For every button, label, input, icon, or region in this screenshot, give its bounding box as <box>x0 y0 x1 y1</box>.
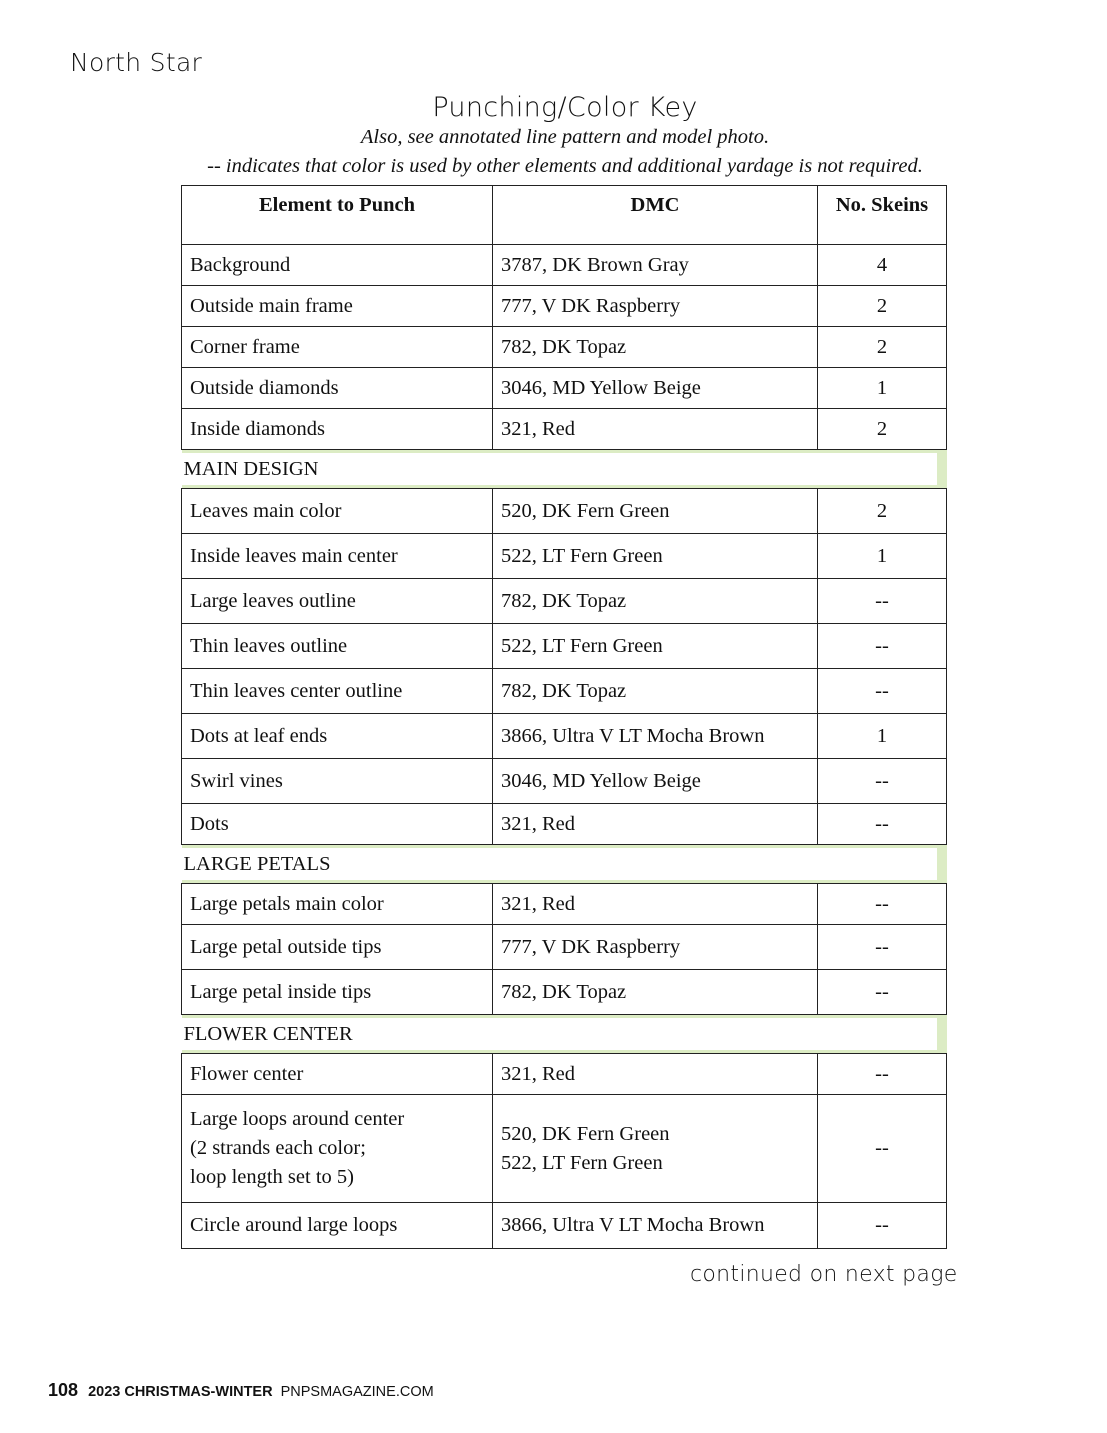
color-key-title: Punching/Color Key <box>432 92 698 123</box>
dmc-cell: 321, Red <box>493 804 818 845</box>
dmc-cell: 782, DK Topaz <box>493 970 818 1015</box>
element-cell: Thin leaves outline <box>182 624 493 669</box>
skeins-cell: -- <box>818 925 947 970</box>
dmc-cell: 777, V DK Raspberry <box>493 925 818 970</box>
skeins-cell: 2 <box>818 286 947 327</box>
color-key-table <box>181 185 947 1249</box>
table-row <box>182 804 947 845</box>
column-header-element: Element to Punch <box>182 186 493 245</box>
skeins-cell: -- <box>818 579 947 624</box>
element-cell: Corner frame <box>182 327 493 368</box>
table-header-row <box>182 186 947 245</box>
element-cell: Large leaves outline <box>182 579 493 624</box>
table-row <box>182 925 947 970</box>
skeins-cell: -- <box>818 1203 947 1249</box>
skeins-cell: -- <box>818 804 947 845</box>
dmc-cell: 520, DK Fern Green <box>493 489 818 534</box>
table-row <box>182 884 947 925</box>
section-title: FLOWER CENTER <box>182 1015 947 1054</box>
dmc-cell: 3046, MD Yellow Beige <box>493 759 818 804</box>
element-cell: Inside diamonds <box>182 409 493 450</box>
table-row <box>182 489 947 534</box>
element-cell: Dots at leaf ends <box>182 714 493 759</box>
dmc-line: 520, DK Fern Green <box>501 1122 670 1145</box>
element-line: loop length set to 5) <box>190 1166 354 1188</box>
dmc-cell <box>493 1095 818 1203</box>
section-header-main-design <box>182 450 947 489</box>
dmc-line: 522, LT Fern Green <box>501 1151 663 1174</box>
dmc-cell: 3787, DK Brown Gray <box>493 245 818 286</box>
page-footer <box>48 1380 434 1401</box>
element-cell: Inside leaves main center <box>182 534 493 579</box>
dmc-cell: 3866, Ultra V LT Mocha Brown <box>493 714 818 759</box>
skeins-cell: 2 <box>818 409 947 450</box>
element-cell: Outside main frame <box>182 286 493 327</box>
table-row <box>182 368 947 409</box>
page-number: 108 <box>48 1380 79 1400</box>
skeins-cell: -- <box>818 624 947 669</box>
skeins-cell: -- <box>818 1095 947 1203</box>
element-cell: Dots <box>182 804 493 845</box>
element-cell: Swirl vines <box>182 759 493 804</box>
table-row <box>182 669 947 714</box>
skeins-cell: 4 <box>818 245 947 286</box>
continued-note: continued on next page <box>690 1262 958 1287</box>
element-cell: Background <box>182 245 493 286</box>
instruction-note: Also, see annotated line pattern and model photo. <box>360 126 770 148</box>
column-header-dmc: DMC <box>493 186 818 245</box>
column-header-skeins: No. Skeins <box>818 186 947 245</box>
dmc-cell: 782, DK Topaz <box>493 669 818 714</box>
element-cell: Flower center <box>182 1054 493 1095</box>
element-cell: Outside diamonds <box>182 368 493 409</box>
section-title: LARGE PETALS <box>182 845 947 884</box>
dmc-cell: 321, Red <box>493 409 818 450</box>
skeins-cell: 2 <box>818 489 947 534</box>
table-row <box>182 327 947 368</box>
element-cell <box>182 1095 493 1203</box>
skeins-cell: 1 <box>818 368 947 409</box>
skeins-cell: 1 <box>818 534 947 579</box>
table-row <box>182 1203 947 1249</box>
skeins-cell: -- <box>818 1054 947 1095</box>
skeins-cell: -- <box>818 669 947 714</box>
section-header-large-petals <box>182 845 947 884</box>
element-cell: Large petal outside tips <box>182 925 493 970</box>
dash-legend-note: -- indicates that color is used by other elements and additional yardage is not required. <box>207 155 923 177</box>
skeins-cell: -- <box>818 884 947 925</box>
element-line: (2 strands each color; <box>190 1137 366 1159</box>
magazine-url: PNPSMAGAZINE.COM <box>280 1384 434 1400</box>
dmc-cell: 777, V DK Raspberry <box>493 286 818 327</box>
element-cell: Large petals main color <box>182 884 493 925</box>
dmc-cell: 321, Red <box>493 884 818 925</box>
table-row <box>182 245 947 286</box>
table-row <box>182 286 947 327</box>
skeins-cell: -- <box>818 970 947 1015</box>
section-title: MAIN DESIGN <box>182 450 947 489</box>
dmc-cell: 522, LT Fern Green <box>493 624 818 669</box>
dmc-cell: 522, LT Fern Green <box>493 534 818 579</box>
table-row <box>182 534 947 579</box>
table-row <box>182 1054 947 1095</box>
dmc-cell: 3866, Ultra V LT Mocha Brown <box>493 1203 818 1249</box>
skeins-cell: -- <box>818 759 947 804</box>
element-cell: Thin leaves center outline <box>182 669 493 714</box>
table-row <box>182 624 947 669</box>
table-row <box>182 970 947 1015</box>
table-row <box>182 1095 947 1203</box>
element-cell: Leaves main color <box>182 489 493 534</box>
table-row <box>182 409 947 450</box>
dmc-cell: 782, DK Topaz <box>493 327 818 368</box>
dmc-cell: 321, Red <box>493 1054 818 1095</box>
dmc-cell: 3046, MD Yellow Beige <box>493 368 818 409</box>
section-header-flower-center <box>182 1015 947 1054</box>
skeins-cell: 2 <box>818 327 947 368</box>
dmc-cell: 782, DK Topaz <box>493 579 818 624</box>
table-row <box>182 759 947 804</box>
table-row <box>182 714 947 759</box>
element-line: Large loops around center <box>190 1108 405 1130</box>
skeins-cell: 1 <box>818 714 947 759</box>
element-cell: Circle around large loops <box>182 1203 493 1249</box>
document-title: North Star <box>70 48 203 77</box>
element-cell: Large petal inside tips <box>182 970 493 1015</box>
table-row <box>182 579 947 624</box>
issue-label: 2023 CHRISTMAS-WINTER <box>88 1384 273 1400</box>
